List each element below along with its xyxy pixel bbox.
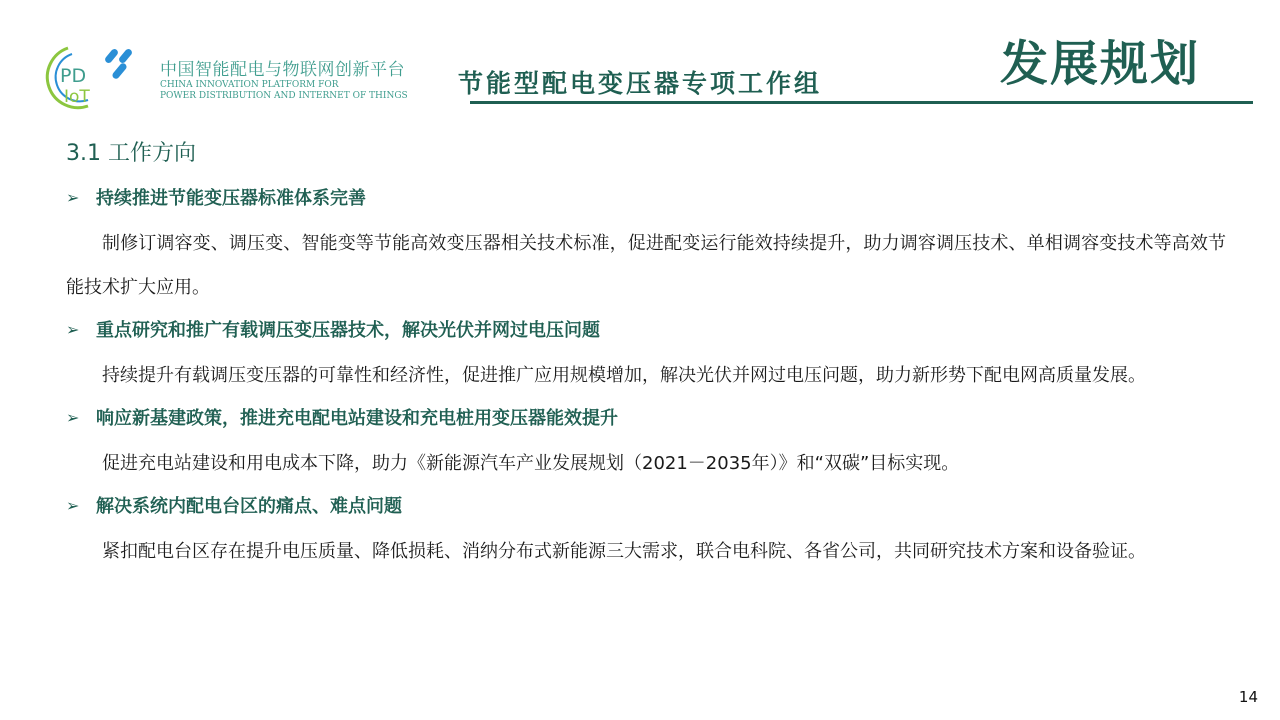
bullet-heading bbox=[66, 312, 1226, 346]
list-item bbox=[66, 180, 1226, 310]
header-divider bbox=[470, 101, 1253, 104]
bullet-heading-text: 解决系统内配电台区的痛点、难点问题 bbox=[96, 496, 402, 517]
bullet-body: 制修订调容变、调压变、智能变等节能高效变压器相关技术标准，促进配变运行能效持续提升，助力调容调压技术、单相调容变技术等高效节能技术扩大应用。 bbox=[66, 233, 1226, 298]
org-name-en-line1: CHINA INNOVATION PLATFORM FOR bbox=[160, 80, 339, 90]
section-title: 3.1 工作方向 bbox=[66, 141, 196, 166]
page-title: 发展规划 bbox=[1000, 36, 1201, 92]
org-name bbox=[160, 60, 408, 102]
bullet-body: 紧扣配电台区存在提升电压质量、降低损耗、消纳分布式新能源三大需求，联合电科院、各省公司，共同研究技术方案和设备验证。 bbox=[102, 541, 1146, 562]
bullet-heading bbox=[66, 488, 1226, 522]
bullet-heading-text: 持续推进节能变压器标准体系完善 bbox=[96, 188, 366, 209]
bullet-heading-text: 重点研究和推广有载调压变压器技术，解决光伏并网过电压问题 bbox=[96, 320, 600, 341]
arrow-bullet-icon: ➢ bbox=[66, 319, 80, 339]
org-name-cn: 中国智能配电与物联网创新平台 bbox=[160, 60, 405, 80]
bullet-heading-text: 响应新基建政策，推进充电配电站建设和充电桩用变压器能效提升 bbox=[96, 408, 618, 429]
bullet-body: 促进充电站建设和用电成本下降，助力《新能源汽车产业发展规划（2021－2035年）》和“双碳”目标实现。 bbox=[102, 453, 960, 474]
list-item bbox=[66, 312, 1226, 398]
list-item bbox=[66, 400, 1226, 486]
group-name: 节能型配电变压器专项工作组 bbox=[458, 69, 823, 98]
logo-text-bottom: IoT bbox=[64, 87, 90, 107]
content-list bbox=[66, 180, 1226, 576]
logo-text-top: PD bbox=[60, 65, 87, 87]
arrow-bullet-icon: ➢ bbox=[66, 407, 80, 427]
list-item bbox=[66, 488, 1226, 574]
pd-iot-logo bbox=[42, 42, 142, 114]
page-number: 14 bbox=[1238, 688, 1258, 706]
org-name-en-line2: POWER DISTRIBUTION AND INTERNET OF THINGS bbox=[160, 91, 408, 101]
bullet-body: 持续提升有载调压变压器的可靠性和经济性，促进推广应用规模增加，解决光伏并网过电压问题，助力新形势下配电网高质量发展。 bbox=[102, 365, 1146, 386]
bullet-heading bbox=[66, 180, 1226, 214]
arrow-bullet-icon: ➢ bbox=[66, 187, 80, 207]
arrow-bullet-icon: ➢ bbox=[66, 495, 80, 515]
bullet-heading bbox=[66, 400, 1226, 434]
